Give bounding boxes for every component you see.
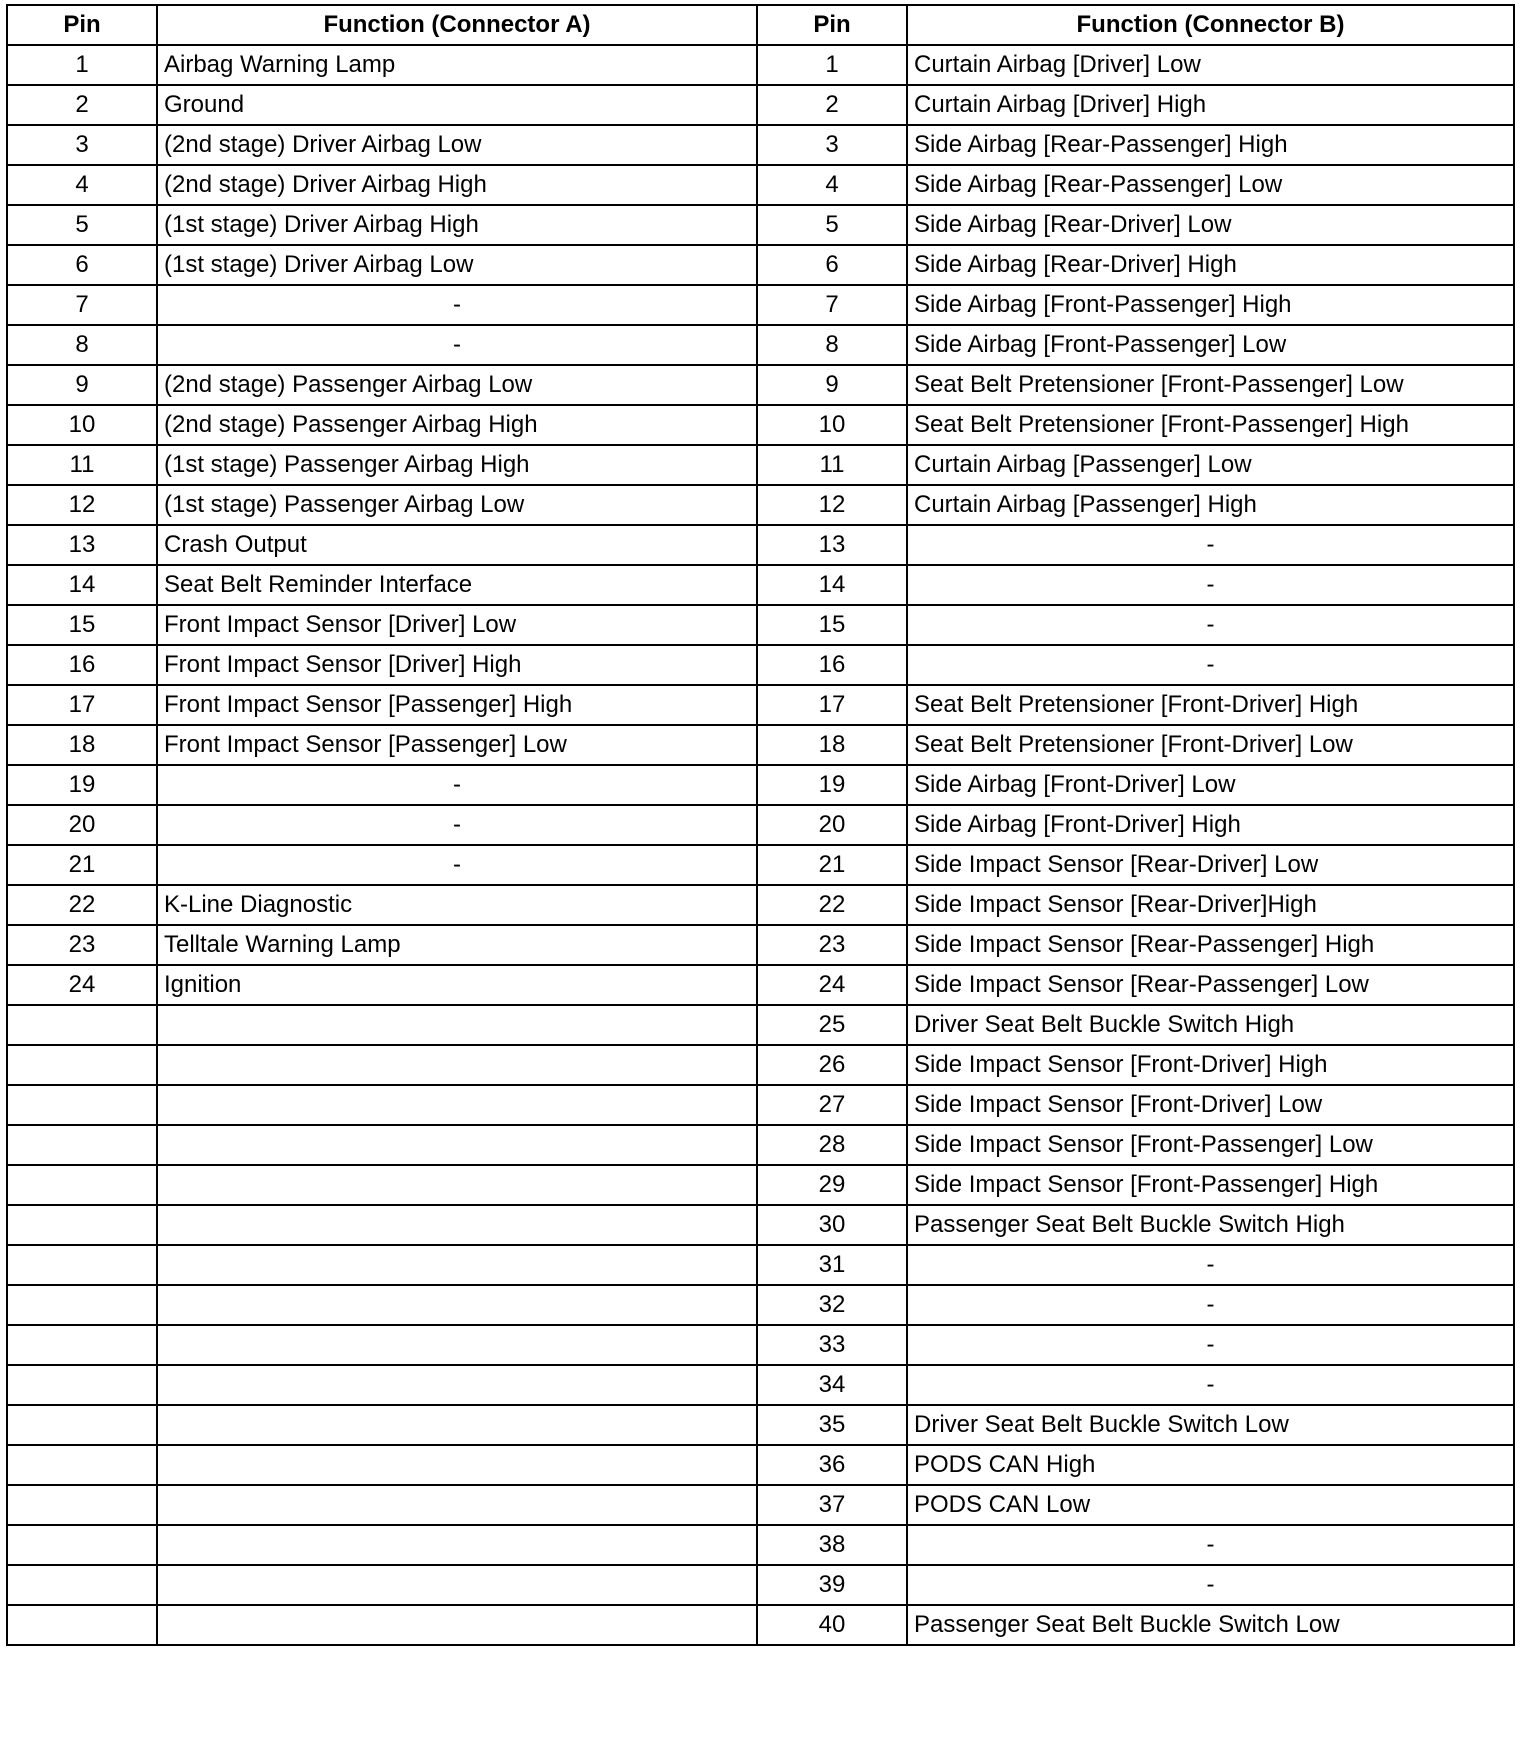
function-a-cell: - <box>157 285 757 325</box>
pin-a-cell: 9 <box>7 365 157 405</box>
function-a-cell: Front Impact Sensor [Passenger] High <box>157 685 757 725</box>
function-a-cell: Telltale Warning Lamp <box>157 925 757 965</box>
function-a-cell <box>157 1245 757 1285</box>
table-row <box>7 1285 1514 1325</box>
pin-b-cell: 29 <box>757 1165 907 1205</box>
pin-b-cell: 33 <box>757 1325 907 1365</box>
table-row <box>7 845 1514 885</box>
function-a-cell: Seat Belt Reminder Interface <box>157 565 757 605</box>
header-function-b: Function (Connector B) <box>907 5 1514 45</box>
pin-a-cell: 15 <box>7 605 157 645</box>
table-row <box>7 85 1514 125</box>
table-row <box>7 445 1514 485</box>
function-a-cell: (1st stage) Passenger Airbag High <box>157 445 757 485</box>
pin-b-cell: 28 <box>757 1125 907 1165</box>
pin-b-cell: 16 <box>757 645 907 685</box>
pin-b-cell: 23 <box>757 925 907 965</box>
pin-a-cell: 12 <box>7 485 157 525</box>
function-a-cell: - <box>157 845 757 885</box>
table-row <box>7 1365 1514 1405</box>
function-b-cell: Side Airbag [Front-Driver] High <box>907 805 1514 845</box>
table-row <box>7 1525 1514 1565</box>
pin-a-cell <box>7 1125 157 1165</box>
function-b-cell: Side Airbag [Front-Passenger] High <box>907 285 1514 325</box>
function-a-cell <box>157 1365 757 1405</box>
table-row <box>7 285 1514 325</box>
table-row <box>7 1245 1514 1285</box>
pin-b-cell: 12 <box>757 485 907 525</box>
function-a-cell: Airbag Warning Lamp <box>157 45 757 85</box>
table-row <box>7 1445 1514 1485</box>
function-a-cell: Crash Output <box>157 525 757 565</box>
header-pin-a: Pin <box>7 5 157 45</box>
function-b-cell: - <box>907 565 1514 605</box>
function-b-cell: - <box>907 1525 1514 1565</box>
header-pin-b: Pin <box>757 5 907 45</box>
function-a-cell <box>157 1325 757 1365</box>
function-a-cell: K-Line Diagnostic <box>157 885 757 925</box>
pin-a-cell <box>7 1085 157 1125</box>
pin-a-cell <box>7 1045 157 1085</box>
function-b-cell: Side Airbag [Front-Passenger] Low <box>907 325 1514 365</box>
table-row <box>7 325 1514 365</box>
pin-a-cell <box>7 1165 157 1205</box>
function-b-cell: Side Airbag [Front-Driver] Low <box>907 765 1514 805</box>
function-b-cell: - <box>907 1245 1514 1285</box>
pin-a-cell: 23 <box>7 925 157 965</box>
pin-b-cell: 4 <box>757 165 907 205</box>
function-b-cell: PODS CAN Low <box>907 1485 1514 1525</box>
table-row <box>7 1325 1514 1365</box>
header-row <box>7 5 1514 45</box>
pin-b-cell: 39 <box>757 1565 907 1605</box>
table-row <box>7 405 1514 445</box>
pin-a-cell: 4 <box>7 165 157 205</box>
function-b-cell: - <box>907 1285 1514 1325</box>
function-a-cell: Ignition <box>157 965 757 1005</box>
table-header <box>7 5 1514 45</box>
table-row <box>7 645 1514 685</box>
table-row <box>7 205 1514 245</box>
pin-b-cell: 15 <box>757 605 907 645</box>
function-b-cell: Curtain Airbag [Passenger] Low <box>907 445 1514 485</box>
pin-a-cell <box>7 1565 157 1605</box>
pin-b-cell: 8 <box>757 325 907 365</box>
pin-b-cell: 13 <box>757 525 907 565</box>
function-a-cell <box>157 1085 757 1125</box>
table-row <box>7 1045 1514 1085</box>
pin-a-cell <box>7 1325 157 1365</box>
pin-b-cell: 1 <box>757 45 907 85</box>
pin-a-cell: 6 <box>7 245 157 285</box>
header-function-a: Function (Connector A) <box>157 5 757 45</box>
function-a-cell: - <box>157 805 757 845</box>
pin-a-cell: 22 <box>7 885 157 925</box>
pin-a-cell: 20 <box>7 805 157 845</box>
pin-b-cell: 14 <box>757 565 907 605</box>
pin-b-cell: 9 <box>757 365 907 405</box>
function-a-cell <box>157 1005 757 1045</box>
pin-b-cell: 20 <box>757 805 907 845</box>
pin-b-cell: 35 <box>757 1405 907 1445</box>
table-row <box>7 1605 1514 1645</box>
function-b-cell: Curtain Airbag [Passenger] High <box>907 485 1514 525</box>
function-a-cell: (1st stage) Passenger Airbag Low <box>157 485 757 525</box>
table-row <box>7 45 1514 85</box>
pin-a-cell: 13 <box>7 525 157 565</box>
function-b-cell: Side Impact Sensor [Front-Driver] Low <box>907 1085 1514 1125</box>
pin-a-cell <box>7 1605 157 1645</box>
pin-a-cell: 16 <box>7 645 157 685</box>
function-a-cell <box>157 1285 757 1325</box>
function-b-cell: Seat Belt Pretensioner [Front-Passenger] High <box>907 405 1514 445</box>
function-a-cell: Front Impact Sensor [Passenger] Low <box>157 725 757 765</box>
function-b-cell: - <box>907 1565 1514 1605</box>
pin-a-cell: 24 <box>7 965 157 1005</box>
table-row <box>7 1165 1514 1205</box>
pin-b-cell: 31 <box>757 1245 907 1285</box>
table-row <box>7 125 1514 165</box>
pin-b-cell: 18 <box>757 725 907 765</box>
table-row <box>7 605 1514 645</box>
function-a-cell <box>157 1165 757 1205</box>
function-b-cell: Side Airbag [Rear-Passenger] Low <box>907 165 1514 205</box>
function-b-cell: Side Impact Sensor [Rear-Driver] Low <box>907 845 1514 885</box>
function-b-cell: Side Impact Sensor [Front-Passenger] Low <box>907 1125 1514 1165</box>
pin-b-cell: 2 <box>757 85 907 125</box>
table-row <box>7 765 1514 805</box>
pin-a-cell <box>7 1205 157 1245</box>
function-a-cell <box>157 1445 757 1485</box>
pin-b-cell: 7 <box>757 285 907 325</box>
connector-pinout-table <box>6 4 1515 1646</box>
pin-a-cell <box>7 1445 157 1485</box>
table-row <box>7 1485 1514 1525</box>
pin-a-cell: 21 <box>7 845 157 885</box>
function-b-cell: Curtain Airbag [Driver] High <box>907 85 1514 125</box>
table-row <box>7 1565 1514 1605</box>
function-a-cell: (2nd stage) Passenger Airbag Low <box>157 365 757 405</box>
function-b-cell: Seat Belt Pretensioner [Front-Driver] Low <box>907 725 1514 765</box>
pin-a-cell: 10 <box>7 405 157 445</box>
function-b-cell: Side Impact Sensor [Rear-Passenger] Low <box>907 965 1514 1005</box>
pin-b-cell: 25 <box>757 1005 907 1045</box>
pin-b-cell: 5 <box>757 205 907 245</box>
pin-b-cell: 19 <box>757 765 907 805</box>
function-b-cell: Side Airbag [Rear-Driver] High <box>907 245 1514 285</box>
pin-b-cell: 27 <box>757 1085 907 1125</box>
pin-b-cell: 22 <box>757 885 907 925</box>
function-a-cell: (2nd stage) Passenger Airbag High <box>157 405 757 445</box>
pin-b-cell: 6 <box>757 245 907 285</box>
table-body <box>7 45 1514 1645</box>
function-b-cell: Driver Seat Belt Buckle Switch Low <box>907 1405 1514 1445</box>
function-a-cell <box>157 1125 757 1165</box>
table-row <box>7 565 1514 605</box>
table-row <box>7 885 1514 925</box>
function-b-cell: PODS CAN High <box>907 1445 1514 1485</box>
function-b-cell: - <box>907 525 1514 565</box>
table-row <box>7 805 1514 845</box>
table-row <box>7 725 1514 765</box>
pin-a-cell <box>7 1485 157 1525</box>
table-row <box>7 925 1514 965</box>
function-a-cell <box>157 1485 757 1525</box>
pin-a-cell: 1 <box>7 45 157 85</box>
function-b-cell: Passenger Seat Belt Buckle Switch Low <box>907 1605 1514 1645</box>
function-a-cell <box>157 1525 757 1565</box>
pin-a-cell: 7 <box>7 285 157 325</box>
table-row <box>7 685 1514 725</box>
function-a-cell: (1st stage) Driver Airbag High <box>157 205 757 245</box>
function-a-cell: (1st stage) Driver Airbag Low <box>157 245 757 285</box>
table-row <box>7 485 1514 525</box>
table-row <box>7 165 1514 205</box>
pin-b-cell: 24 <box>757 965 907 1005</box>
function-a-cell <box>157 1045 757 1085</box>
pin-b-cell: 30 <box>757 1205 907 1245</box>
function-b-cell: Side Impact Sensor [Rear-Driver]High <box>907 885 1514 925</box>
function-a-cell: Ground <box>157 85 757 125</box>
pin-a-cell <box>7 1405 157 1445</box>
function-b-cell: Side Impact Sensor [Front-Passenger] High <box>907 1165 1514 1205</box>
pin-a-cell: 5 <box>7 205 157 245</box>
function-a-cell <box>157 1205 757 1245</box>
function-b-cell: Seat Belt Pretensioner [Front-Driver] High <box>907 685 1514 725</box>
function-a-cell <box>157 1605 757 1645</box>
pin-b-cell: 11 <box>757 445 907 485</box>
table-row <box>7 1005 1514 1045</box>
pin-b-cell: 32 <box>757 1285 907 1325</box>
function-a-cell: - <box>157 325 757 365</box>
pin-a-cell: 14 <box>7 565 157 605</box>
function-b-cell: Side Impact Sensor [Front-Driver] High <box>907 1045 1514 1085</box>
function-b-cell: Driver Seat Belt Buckle Switch High <box>907 1005 1514 1045</box>
function-b-cell: - <box>907 645 1514 685</box>
table-row <box>7 1085 1514 1125</box>
function-b-cell: Side Airbag [Rear-Passenger] High <box>907 125 1514 165</box>
function-b-cell: Passenger Seat Belt Buckle Switch High <box>907 1205 1514 1245</box>
pin-a-cell: 17 <box>7 685 157 725</box>
pin-a-cell: 11 <box>7 445 157 485</box>
table-row <box>7 1125 1514 1165</box>
function-a-cell: Front Impact Sensor [Driver] Low <box>157 605 757 645</box>
pin-b-cell: 26 <box>757 1045 907 1085</box>
function-b-cell: Side Airbag [Rear-Driver] Low <box>907 205 1514 245</box>
pin-a-cell <box>7 1365 157 1405</box>
function-b-cell: - <box>907 1325 1514 1365</box>
pin-a-cell: 18 <box>7 725 157 765</box>
pin-a-cell <box>7 1245 157 1285</box>
function-b-cell: - <box>907 1365 1514 1405</box>
table-row <box>7 1205 1514 1245</box>
pin-a-cell <box>7 1525 157 1565</box>
pin-b-cell: 37 <box>757 1485 907 1525</box>
pin-a-cell: 3 <box>7 125 157 165</box>
pin-a-cell <box>7 1005 157 1045</box>
table-row <box>7 525 1514 565</box>
pin-a-cell: 19 <box>7 765 157 805</box>
function-a-cell <box>157 1565 757 1605</box>
table-row <box>7 245 1514 285</box>
function-b-cell: Seat Belt Pretensioner [Front-Passenger] Low <box>907 365 1514 405</box>
function-a-cell: (2nd stage) Driver Airbag Low <box>157 125 757 165</box>
function-b-cell: Curtain Airbag [Driver] Low <box>907 45 1514 85</box>
pin-a-cell <box>7 1285 157 1325</box>
function-a-cell <box>157 1405 757 1445</box>
pin-b-cell: 3 <box>757 125 907 165</box>
pin-a-cell: 8 <box>7 325 157 365</box>
function-a-cell: - <box>157 765 757 805</box>
pin-b-cell: 17 <box>757 685 907 725</box>
pin-b-cell: 10 <box>757 405 907 445</box>
function-a-cell: Front Impact Sensor [Driver] High <box>157 645 757 685</box>
table-row <box>7 365 1514 405</box>
pin-a-cell: 2 <box>7 85 157 125</box>
table-row <box>7 965 1514 1005</box>
pin-b-cell: 36 <box>757 1445 907 1485</box>
pin-b-cell: 34 <box>757 1365 907 1405</box>
function-a-cell: (2nd stage) Driver Airbag High <box>157 165 757 205</box>
pin-b-cell: 40 <box>757 1605 907 1645</box>
table-row <box>7 1405 1514 1445</box>
function-b-cell: - <box>907 605 1514 645</box>
pin-b-cell: 38 <box>757 1525 907 1565</box>
pin-b-cell: 21 <box>757 845 907 885</box>
function-b-cell: Side Impact Sensor [Rear-Passenger] High <box>907 925 1514 965</box>
